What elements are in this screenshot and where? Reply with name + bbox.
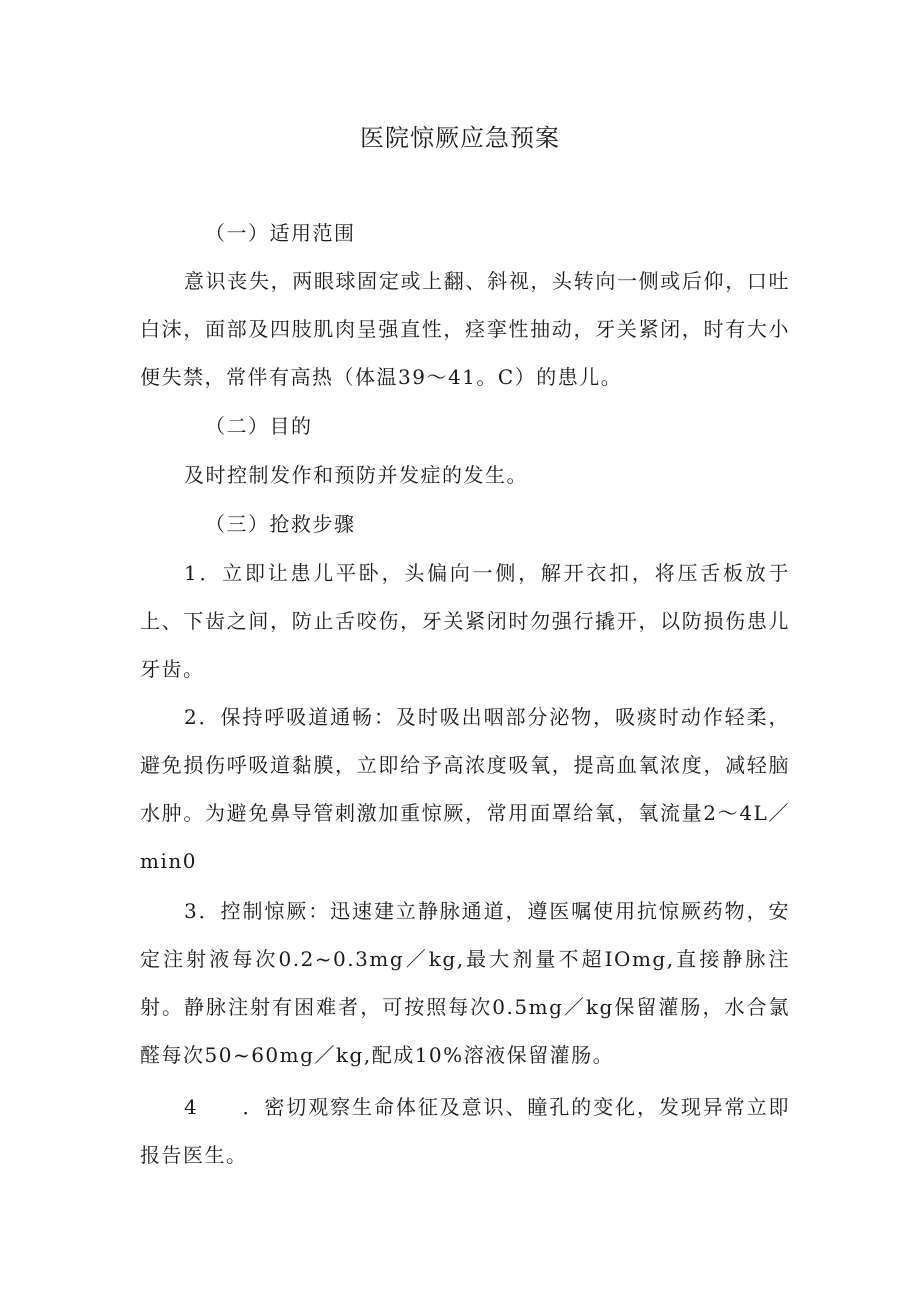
section-heading-steps: （三）抢救步骤 (205, 512, 356, 536)
step-item-4: 4 ．密切观察生命体征及意识、瞳孔的变化，发现异常立即报告医生。 (140, 1095, 790, 1167)
section-heading-scope: （一）适用范围 (205, 221, 356, 245)
section-body-purpose: 及时控制发作和预防并发症的发生。 (184, 463, 528, 487)
document-title: 医院惊厥应急预案 (360, 124, 560, 152)
step-item-2: 2．保持呼吸道通畅：及时吸出咽部分泌物，吸痰时动作轻柔，避免损伤呼吸道黏膜，立即给予高浓度吸氧，提高血氧浓度，减轻脑水肿。为避免鼻导管刺激加重惊厥，常用面罩给氧，氧流量2～4L／min0 (140, 705, 790, 873)
section-heading-purpose: （二）目的 (205, 414, 313, 438)
step-item-1: 1．立即让患儿平卧，头偏向一侧，解开衣扣，将压舌板放于上、下齿之间，防止舌咬伤，牙关紧闭时勿强行撬开，以防损伤患儿牙齿。 (140, 561, 790, 681)
section-body-scope: 意识丧失，两眼球固定或上翻、斜视，头转向一侧或后仰，口吐白沫，面部及四肢肌肉呈强直性，痉挛性抽动，牙关紧闭，时有大小便失禁，常伴有高热（体温39～41。C）的患儿。 (140, 269, 790, 389)
step-item-3: 3．控制惊厥：迅速建立静脉通道，遵医嘱使用抗惊厥药物，安定注射液每次0.2~0.3mg／kg,最大剂量不超IOmg,直接静脉注射。静脉注射有困难者，可按照每次0.5mg／kg保留灌肠，水合氯醛每次50~60mg／kg,配成10%溶液保留灌肠。 (140, 899, 790, 1067)
